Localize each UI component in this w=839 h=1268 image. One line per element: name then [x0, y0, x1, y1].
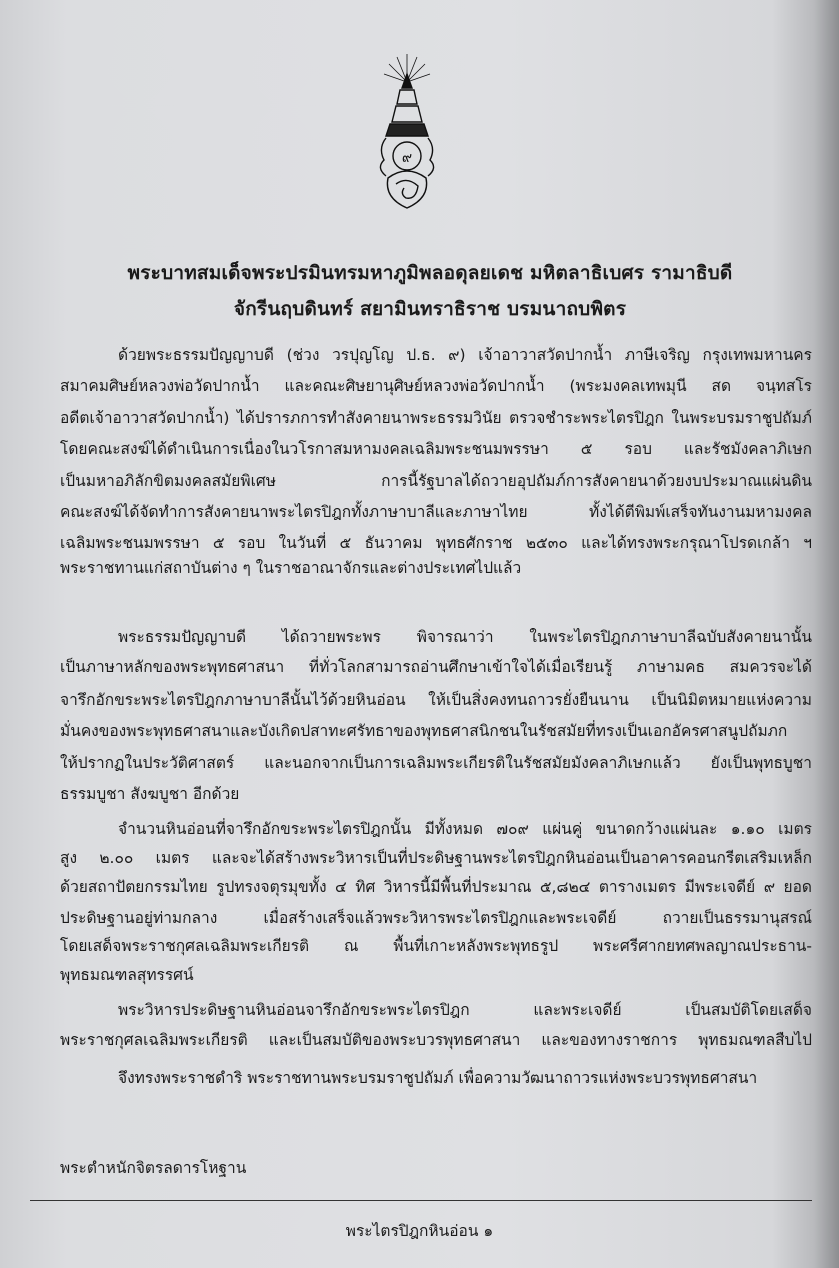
royal-emblem-icon	[372, 52, 442, 212]
text-line: พระธรรมปัญญาบดี ได้ถวายพระพร พิจารณาว่า ในพระไตรปิฎกภาษาบาลีฉบับสังคายนานั้น	[118, 628, 812, 646]
text-line: สมาคมศิษย์หลวงพ่อวัดปากน้ำ และคณะศิษยานุศิษย์หลวงพ่อวัดปากน้ำ (พระมงคลเทพมุนี สด จนฺทสโร	[60, 377, 812, 395]
text-line: เป็นมหาอภิลักขิตมงคลสมัยพิเศษ การนี้รัฐบาลได้ถวายอุปถัมภ์การสังคายนาด้วยงบประมาณแผ่นดิน	[60, 472, 812, 490]
title-line-2: จักรีนฤบดินทร์ สยามินทราธิราช บรมนาถบพิตร	[233, 298, 627, 320]
text-line: พระราชทานแก่สถาบันต่าง ๆ ในราชอาณาจักรและต่างประเทศไปแล้ว	[60, 559, 522, 577]
text-line: เฉลิมพระชนมพรรษา ๕ รอบ ในวันที่ ๕ ธันวาคม พุทธศักราช ๒๕๓๐ และได้ทรงพระกรุณาโปรดเกล้า ฯ	[60, 534, 812, 552]
place-signature: พระตำหนักจิตรลดารโหฐาน	[60, 1159, 247, 1177]
text-line: อดีตเจ้าอาวาสวัดปากน้ำ) ได้ปรารภการทำสังคายนาพระธรรมวินัย ตรวจชำระพระไตรปิฎก ในพระบรมราชูปถัมภ์	[60, 409, 812, 427]
text-line: จารึกอักขระพระไตรปิฎกภาษาบาลีนั้นไว้ด้วยหินอ่อน ให้เป็นสิ่งคงทนถาวรยั่งยืนนาน เป็นนิมิตหมายแห่งความ	[60, 691, 812, 709]
text-line: เป็นภาษาหลักของพระพุทธศาสนา ที่ทั่วโลกสามารถอ่านศึกษาเข้าใจได้เมื่อเรียนรู้ ภาษามคธ สมควรจะได้	[60, 658, 812, 676]
text-line: โดยเสด็จพระราชกุศลเฉลิมพระเกียรติ ณ พื้นที่เกาะหลังพระพุทธรูป พระศรีศากยทศพลญาณประธาน-	[60, 937, 812, 955]
text-line: คณะสงฆ์ได้จัดทำการสังคายนาพระไตรปิฎกทั้งภาษาบาลีและภาษาไทย ทั้งได้ตีพิมพ์เสร็จทันงานมหามงคล	[60, 503, 812, 521]
text-line: สูง ๒.๐๐ เมตร และจะได้สร้างพระวิหารเป็นที่ประดิษฐานพระไตรปิฎกหินอ่อนเป็นอาคารคอนกรีตเสริมเหล็ก	[60, 849, 812, 867]
text-line: พระวิหารประดิษฐานหินอ่อนจารึกอักขระพระไตรปิฎก และพระเจดีย์ เป็นสมบัติโดยเสด็จ	[118, 1001, 812, 1019]
text-line: พระราชกุศลเฉลิมพระเกียรติ และเป็นสมบัติของพระบวรพุทธศาสนา และของทางราชการ พุทธมณฑลสืบไป	[60, 1031, 812, 1049]
text-line: พุทธมณฑลสุทรรศน์	[60, 966, 194, 984]
footer-divider	[30, 1200, 812, 1201]
text-line: ประดิษฐานอยู่ท่ามกลาง เมื่อสร้างเสร็จแล้วพระวิหารพระไตรปิฎกและพระเจดีย์ ถวายเป็นธรรมานุสรณ์	[60, 909, 812, 927]
title-line-1: พระบาทสมเด็จพระปรมินทรมหาภูมิพลอดุลยเดช มหิตลาธิเบศร รามาธิบดี	[127, 262, 733, 284]
text-line: จึงทรงพระราชดำริ พระราชทานพระบรมราชูปถัมภ์ เพื่อความวัฒนาถาวรแห่งพระบวรพุทธศาสนา	[118, 1069, 758, 1087]
text-line: ธรรมบูชา สังฆบูชา อีกด้วย	[60, 785, 240, 803]
text-line: จำนวนหินอ่อนที่จารึกอักขระพระไตรปิฎกนั้น มีทั้งหมด ๗๐๙ แผ่นคู่ ขนาดกว้างแผ่นละ ๑.๑๐ เมตร	[118, 820, 812, 838]
text-line: ด้วยสถาปัตยกรรมไทย รูปทรงจตุรมุขทั้ง ๔ ทิศ วิหารนี้มีพื้นที่ประมาณ ๕,๘๒๔ ตารางเมตร มีพระเจดีย์ ๙ ยอด	[60, 878, 812, 896]
text-line: โดยคณะสงฆ์ได้ดำเนินการเนื่องในวโรกาสมหามงคลเฉลิมพระชนมพรรษา ๕ รอบ และรัชมังคลาภิเษก	[60, 440, 812, 458]
text-line: ด้วยพระธรรมปัญญาบดี (ช่วง วรปุญโญ ป.ธ. ๙) เจ้าอาวาสวัดปากน้ำ ภาษีเจริญ กรุงเทพมหานคร	[118, 346, 812, 364]
text-line: ให้ปรากฏในประวัติศาสตร์ และนอกจากเป็นการเฉลิมพระเกียรติในรัชสมัยมังคลาภิเษกแล้ว ยังเป็นพุทธบูชา	[60, 754, 812, 772]
svg-text:๙: ๙	[401, 150, 413, 166]
text-line: มั่นคงของพระพุทธศาสนาและบังเกิดปสาทะศรัทธาของพุทธศาสนิกชนในรัชสมัยที่ทรงเป็นเอกอัครศาสนูปถัมภก	[60, 722, 788, 740]
page-footer: พระไตรปิฎกหินอ่อน ๑	[345, 1222, 494, 1240]
